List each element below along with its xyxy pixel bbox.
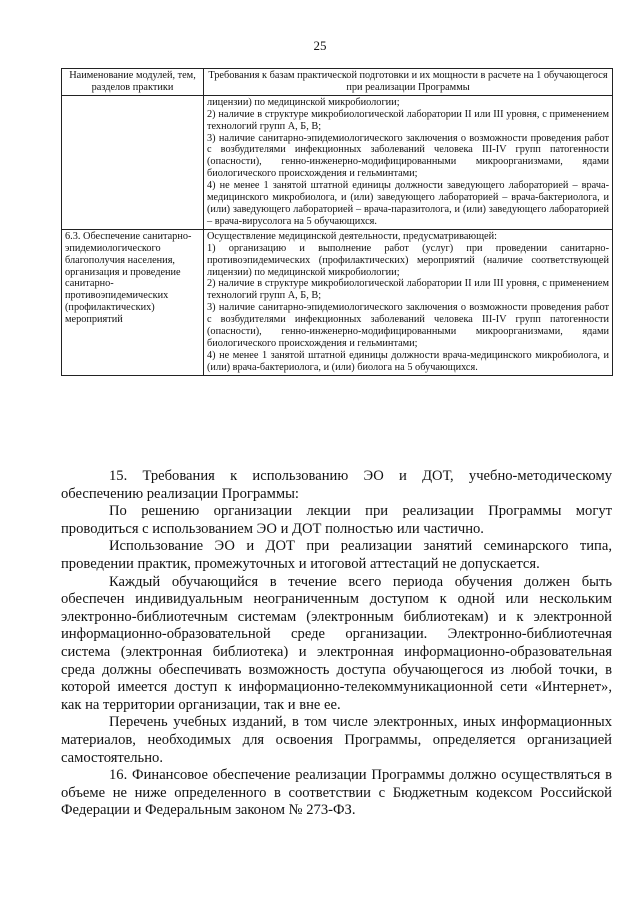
paragraph: 16. Финансовое обеспечение реализации Программы должно осуществляться в объеме не ниже определенного в соответствии с Бюджетным кодексом Российской Федерации и Федеральным законом № 273-ФЗ. (61, 767, 612, 819)
paragraph: Каждый обучающийся в течение всего периода обучения должен быть обеспечен индивидуальным неограниченным доступом к одной или нескольким электронно-библиотечным системам (электронным библиотекам) и к электронной информационно-образовательной среде организации. Электронно-библиотечная система (электронная библиотека) и электронная информационно-образовательная среда должны обеспечивать возможность доступа обучающегося из любой точки, в которой имеется доступ к информационно-телекоммуникационной сети «Интернет», как на территории организации, так и вне ее. (61, 573, 612, 713)
requirement-item: 2) наличие в структуре микробиологической лаборатории II или III уровня, с применением технологий групп А, Б, В; (207, 278, 609, 302)
paragraph: Использование ЭО и ДОТ при реализации занятий семинарского типа, проведении практик, промежуточных и итоговой аттестаций не допускается. (61, 538, 612, 572)
requirement-item: 3) наличие санитарно-эпидемиологического заключения о возможности проведения работ с возбудителями инфекционных заболеваний человека III-IV групп патогенности (опасности), генно-инженерно-модифицированными микроорганизмами, ядами биологического происхождения и гельминтами; (207, 132, 609, 180)
table-row (62, 229, 613, 375)
requirements-table (61, 68, 613, 376)
module-cell: 6.3. Обеспечение санитарно-эпидемиологического благополучия населения, организация и проведение санитарно-противоэпидемических (профилактических) мероприятий (62, 229, 204, 375)
body-text (61, 468, 612, 820)
paragraph: 15. Требования к использованию ЭО и ДОТ, учебно-методическому обеспечению реализации Программы: (61, 468, 612, 502)
requirement-item: 3) наличие санитарно-эпидемиологического заключения о возможности проведения работ с возбудителями инфекционных заболеваний человека III-IV групп патогенности (опасности), генно-инженерно-модифицированными микроорганизмами, ядами биологического происхождения и гельминтами; (207, 302, 609, 349)
requirement-item: 4) не менее 1 занятой штатной единицы должности врача-медицинского микробиолога, и (или) врача-бактериолога, и (или) биолога на 5 обучающихся. (207, 349, 609, 373)
requirement-item: 4) не менее 1 занятой штатной единицы должности заведующего лабораторией – врача-медицинского микробиолога, и (или) заведующего лабораторией – врача-бактериолога, и (или) заведующего лабораторией – врача-паразитолога, и (или) заведующего лабораторией – врача-вирусолога на 5 обучающихся. (207, 180, 609, 227)
requirement-item: Осуществление медицинской деятельности, предусматривающей: (207, 230, 497, 242)
paragraph: Перечень учебных изданий, в том числе электронных, иных информационных материалов, необходимых для освоения Программы, определяется организацией самостоятельно. (61, 714, 612, 766)
header-modules: Наименование модулей, тем, разделов практики (62, 69, 204, 96)
requirements-cell (204, 95, 613, 229)
requirement-item: 2) наличие в структуре микробиологической лаборатории II или III уровня, с применением технологий групп А, Б, В; (207, 108, 609, 132)
header-requirements: Требования к базам практической подготовки и их мощности в расчете на 1 обучающегося при реализации Программы (204, 69, 613, 96)
page-number: 25 (313, 38, 327, 53)
module-cell (62, 95, 204, 229)
table-row (62, 95, 613, 229)
table-header-row (62, 69, 613, 96)
paragraph: По решению организации лекции при реализации Программы могут проводиться с использованием ЭО и ДОТ полностью или частично. (61, 503, 612, 537)
requirements-cell (204, 229, 613, 375)
requirement-item: 1) организацию и выполнение работ (услуг) при проведении санитарно-противоэпидемических (профилактических) мероприятий (наличие соответствующей лицензии) по медицинской микробиологии; (207, 242, 609, 278)
requirement-item: лицензии) по медицинской микробиологии; (207, 96, 400, 108)
